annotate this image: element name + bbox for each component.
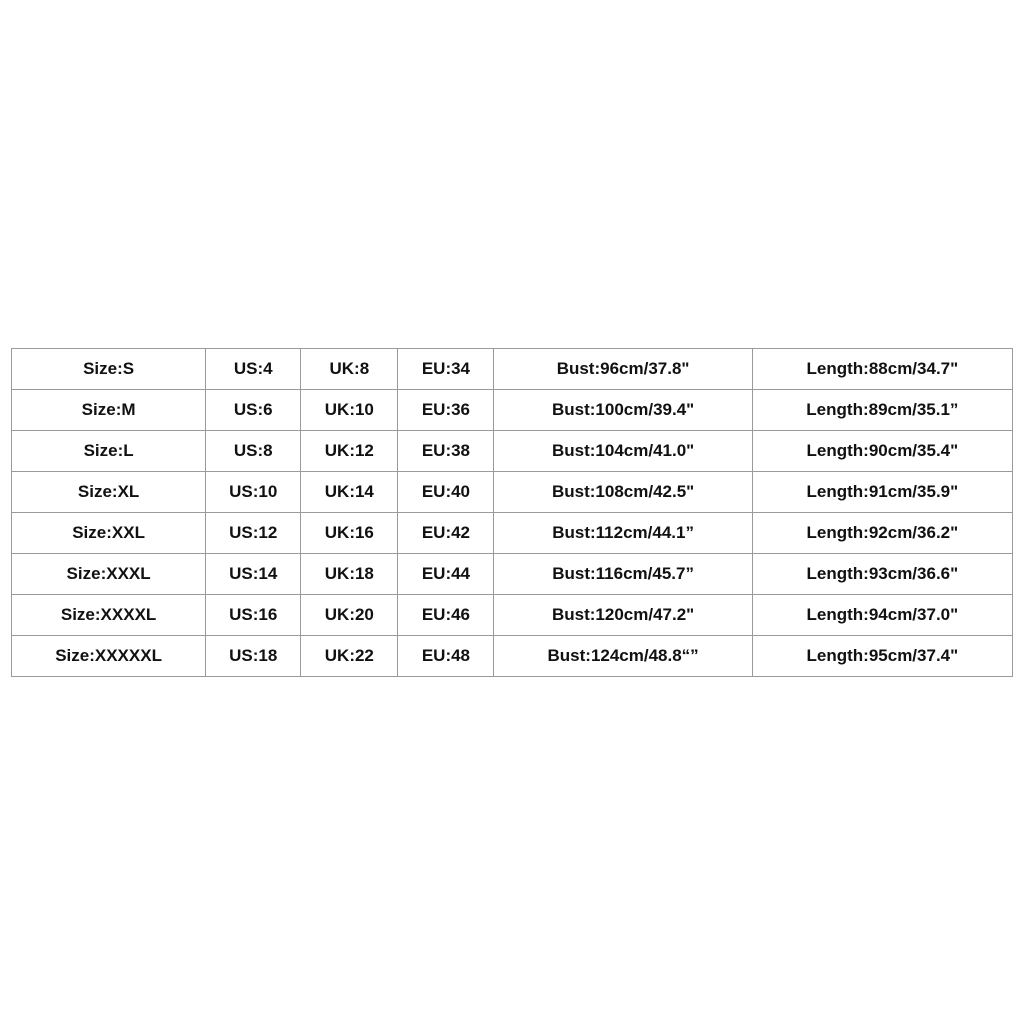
us-size-cell: US:12	[206, 513, 301, 554]
us-size-cell: US:6	[206, 390, 301, 431]
eu-size-cell: EU:38	[398, 431, 494, 472]
size-cell: Size:S	[12, 349, 206, 390]
length-cell: Length:89cm/35.1”	[752, 390, 1012, 431]
size-cell: Size:XXXL	[12, 554, 206, 595]
size-cell: Size:XXXXL	[12, 595, 206, 636]
length-cell: Length:93cm/36.6"	[752, 554, 1012, 595]
us-size-cell: US:10	[206, 472, 301, 513]
bust-cell: Bust:112cm/44.1”	[494, 513, 752, 554]
length-cell: Length:90cm/35.4"	[752, 431, 1012, 472]
us-size-cell: US:18	[206, 636, 301, 677]
bust-cell: Bust:124cm/48.8“”	[494, 636, 752, 677]
uk-size-cell: UK:16	[301, 513, 398, 554]
bust-cell: Bust:100cm/39.4"	[494, 390, 752, 431]
table-row	[12, 390, 1013, 431]
us-size-cell: US:8	[206, 431, 301, 472]
size-cell: Size:XL	[12, 472, 206, 513]
eu-size-cell: EU:46	[398, 595, 494, 636]
eu-size-cell: EU:34	[398, 349, 494, 390]
uk-size-cell: UK:14	[301, 472, 398, 513]
bust-cell: Bust:108cm/42.5"	[494, 472, 752, 513]
size-chart-table	[11, 348, 1013, 677]
size-cell: Size:M	[12, 390, 206, 431]
us-size-cell: US:16	[206, 595, 301, 636]
size-cell: Size:L	[12, 431, 206, 472]
uk-size-cell: UK:22	[301, 636, 398, 677]
uk-size-cell: UK:8	[301, 349, 398, 390]
uk-size-cell: UK:20	[301, 595, 398, 636]
eu-size-cell: EU:48	[398, 636, 494, 677]
us-size-cell: US:4	[206, 349, 301, 390]
table-row	[12, 595, 1013, 636]
length-cell: Length:94cm/37.0"	[752, 595, 1012, 636]
size-cell: Size:XXXXXL	[12, 636, 206, 677]
bust-cell: Bust:104cm/41.0"	[494, 431, 752, 472]
eu-size-cell: EU:40	[398, 472, 494, 513]
size-chart-body	[12, 349, 1013, 677]
uk-size-cell: UK:12	[301, 431, 398, 472]
table-row	[12, 636, 1013, 677]
table-row	[12, 513, 1013, 554]
eu-size-cell: EU:42	[398, 513, 494, 554]
eu-size-cell: EU:36	[398, 390, 494, 431]
length-cell: Length:91cm/35.9"	[752, 472, 1012, 513]
length-cell: Length:92cm/36.2"	[752, 513, 1012, 554]
eu-size-cell: EU:44	[398, 554, 494, 595]
uk-size-cell: UK:10	[301, 390, 398, 431]
table-row	[12, 431, 1013, 472]
bust-cell: Bust:120cm/47.2"	[494, 595, 752, 636]
length-cell: Length:95cm/37.4"	[752, 636, 1012, 677]
table-row	[12, 349, 1013, 390]
size-cell: Size:XXL	[12, 513, 206, 554]
uk-size-cell: UK:18	[301, 554, 398, 595]
bust-cell: Bust:116cm/45.7”	[494, 554, 752, 595]
table-row	[12, 554, 1013, 595]
us-size-cell: US:14	[206, 554, 301, 595]
bust-cell: Bust:96cm/37.8"	[494, 349, 752, 390]
length-cell: Length:88cm/34.7"	[752, 349, 1012, 390]
table-row	[12, 472, 1013, 513]
